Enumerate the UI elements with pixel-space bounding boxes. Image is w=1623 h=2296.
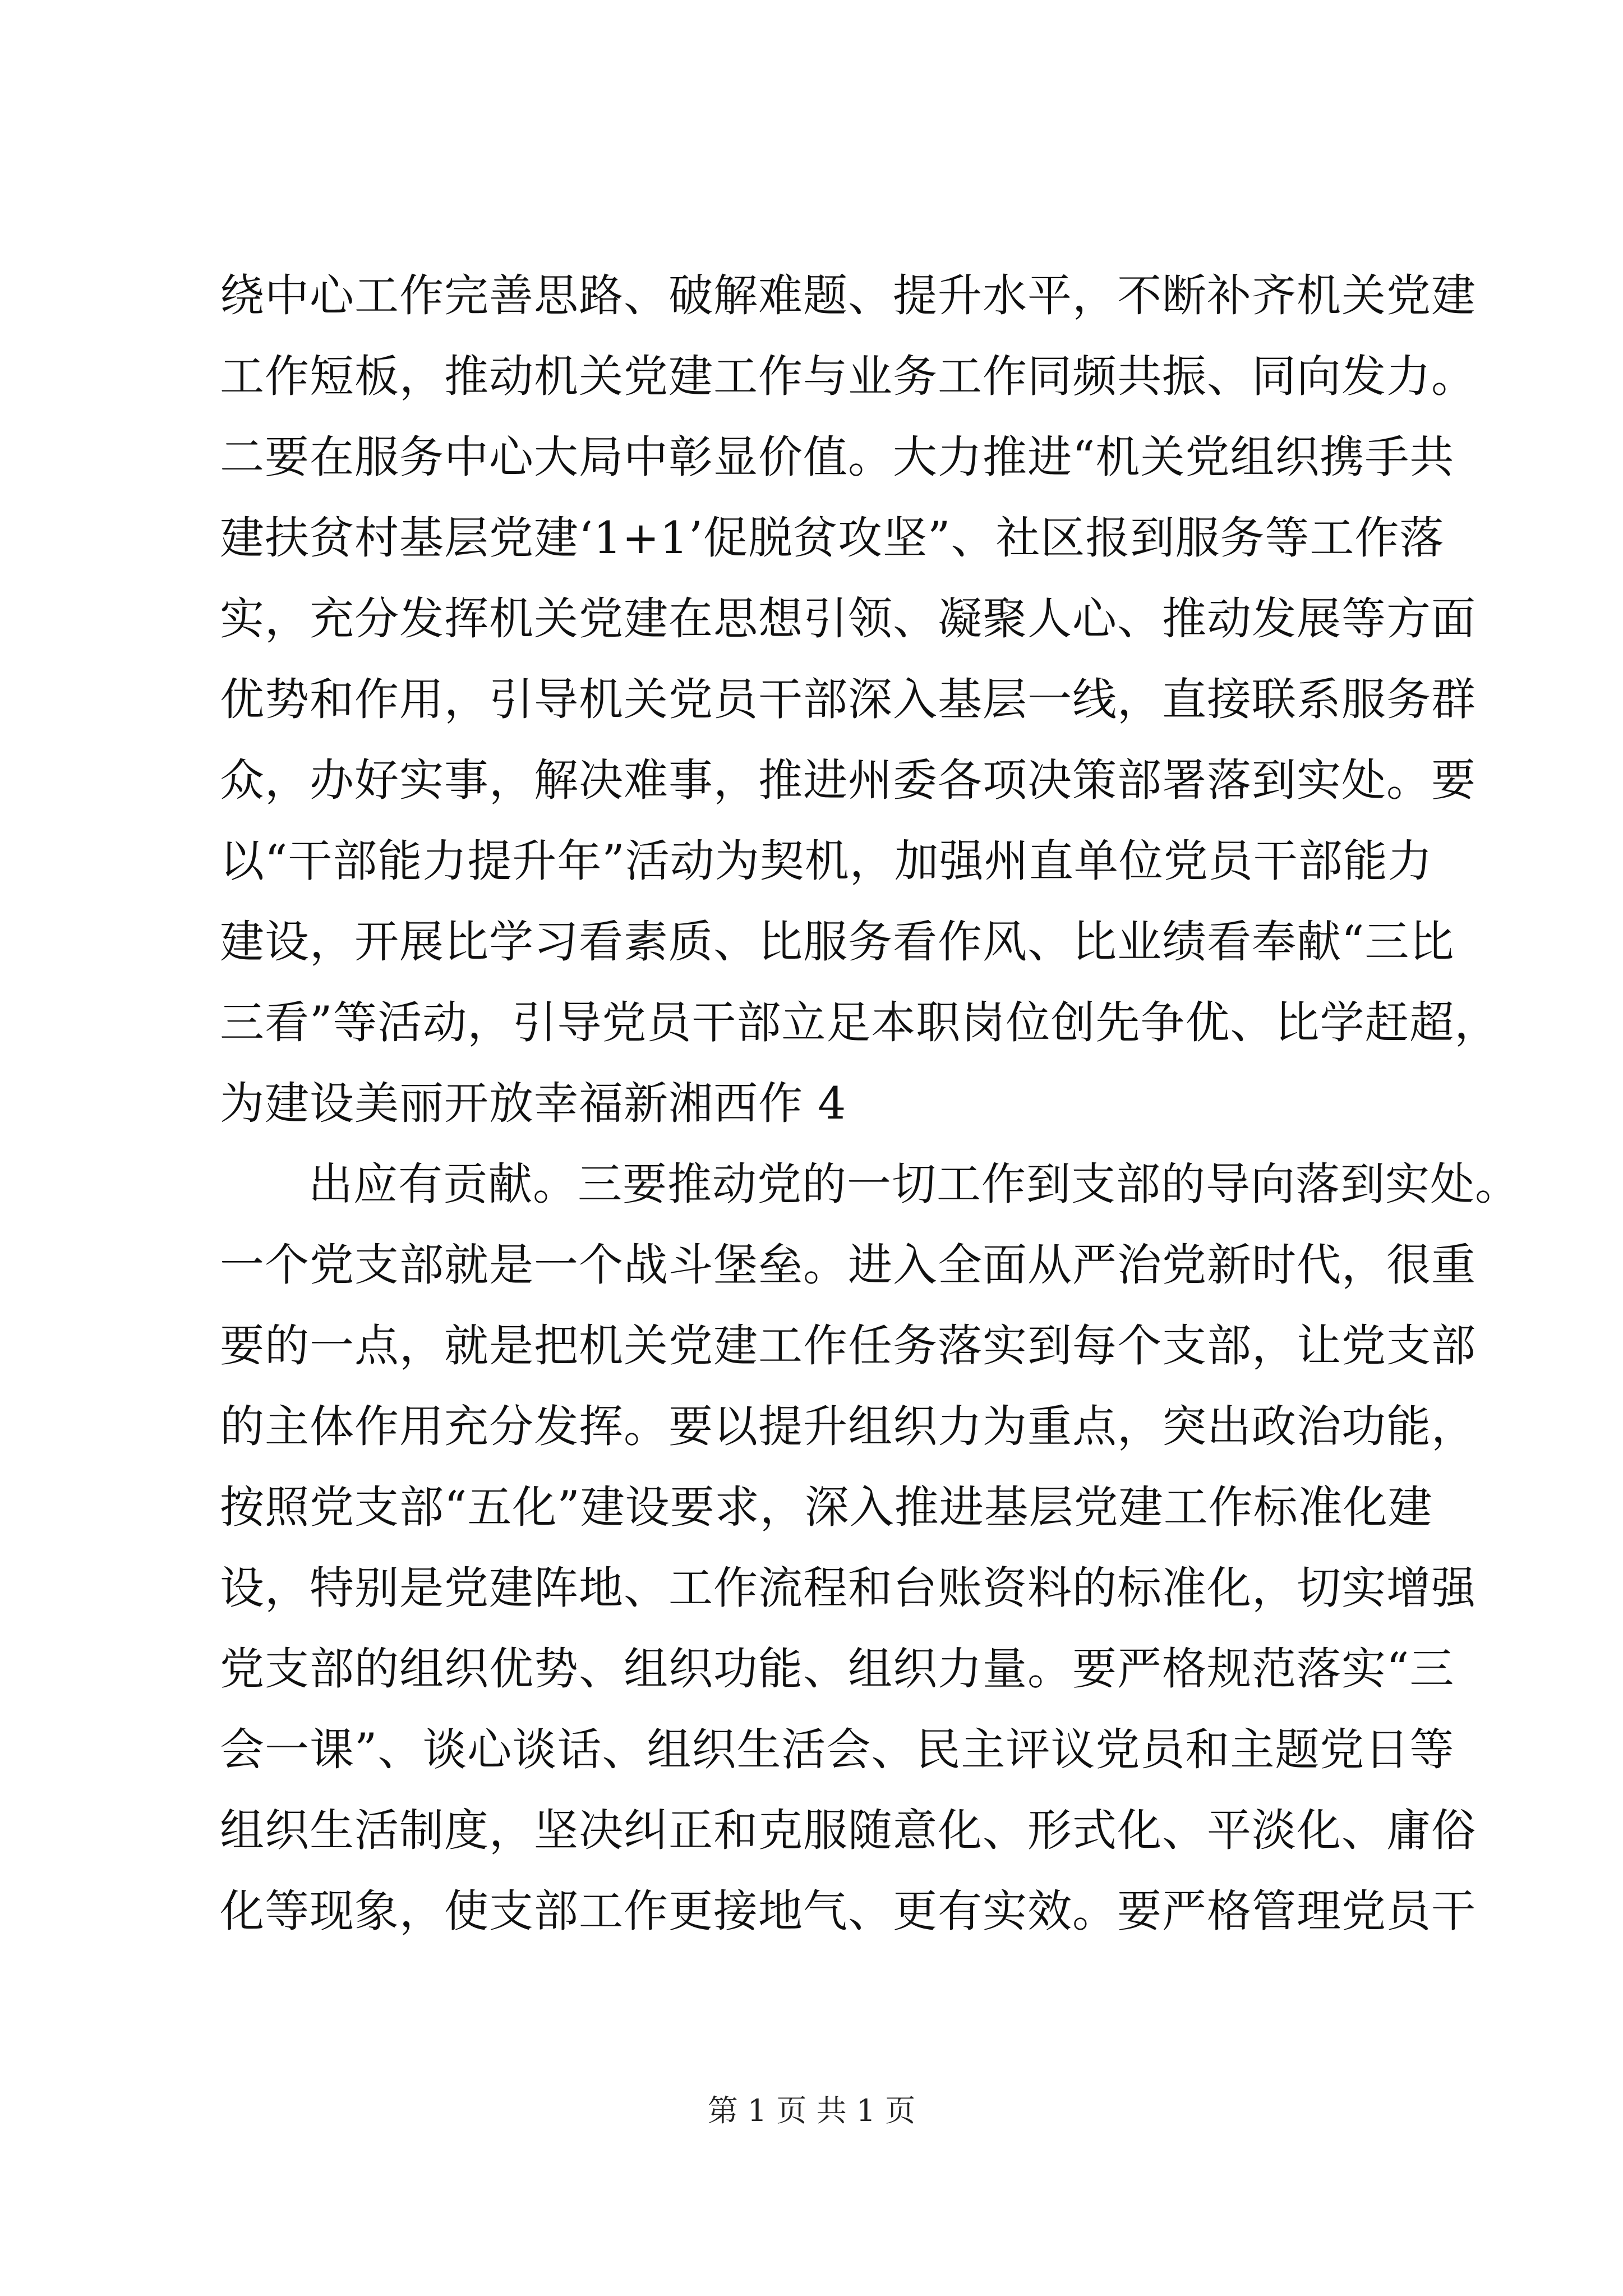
text-line: 设，特别是党建阵地、工作流程和台账资料的标准化，切实增强 [220,1562,1476,1614]
text-line: 会一课”、谈心谈话、组织生活会、民主评议党员和主题党日等 [220,1724,1455,1775]
text-line: 出应有贡献。三要推动党的一切工作到支部的导向落到实处。 [308,1158,1520,1210]
page-footer: 第 1 页 共 1 页 [707,2093,916,2128]
text-line: 以“干部能力提升年”活动为契机，加强州直单位党员干部能力 [220,835,1433,887]
text-line: 工作短板，推动机关党建工作与业务工作同频共振、同向发力。 [220,351,1476,402]
text-line: 二要在服务中心大局中彰显价值。大力推进“机关党组织携手共 [220,431,1455,483]
text-line: 建扶贫村基层党建‘1+1’促脱贫攻坚”、社区报到服务等工作落 [220,512,1445,564]
text-line: 一个党支部就是一个战斗堡垒。进入全面从严治党新时代，很重 [220,1239,1476,1291]
text-line: 众，办好实事，解决难事，推进州委各项决策部署落到实处。要 [220,754,1476,806]
text-line: 实，充分发挥机关党建在思想引领、凝聚人心、推动发展等方面 [220,593,1476,645]
text-line: 优势和作用，引导机关党员干部深入基层一线，直接联系服务群 [220,674,1476,725]
text-line: 按照党支部“五化”建设要求，深入推进基层党建工作标准化建 [220,1481,1433,1533]
text-line: 为建设美丽开放幸福新湘西作 4 [220,1078,847,1129]
text-line: 党支部的组织优势、组织功能、组织力量。要严格规范落实“三 [220,1643,1455,1695]
text-line: 建设，开展比学习看素质、比服务看作风、比业绩看奉献“三比 [220,916,1455,968]
text-line: 绕中心工作完善思路、破解难题、提升水平，不断补齐机关党建 [220,270,1476,321]
text-line: 组织生活制度，坚决纠正和克服随意化、形式化、平淡化、庸俗 [220,1805,1476,1856]
text-line: 的主体作用充分发挥。要以提升组织力为重点，突出政治功能， [220,1401,1476,1452]
body-text [220,255,1520,1952]
text-line: 化等现象，使支部工作更接地气、更有实效。要严格管理党员干 [220,1885,1476,1937]
text-line: 三看”等活动，引导党员干部立足本职岗位创先争优、比学赶超， [220,997,1500,1048]
text-line: 要的一点，就是把机关党建工作任务落实到每个支部，让党支部 [220,1320,1476,1372]
